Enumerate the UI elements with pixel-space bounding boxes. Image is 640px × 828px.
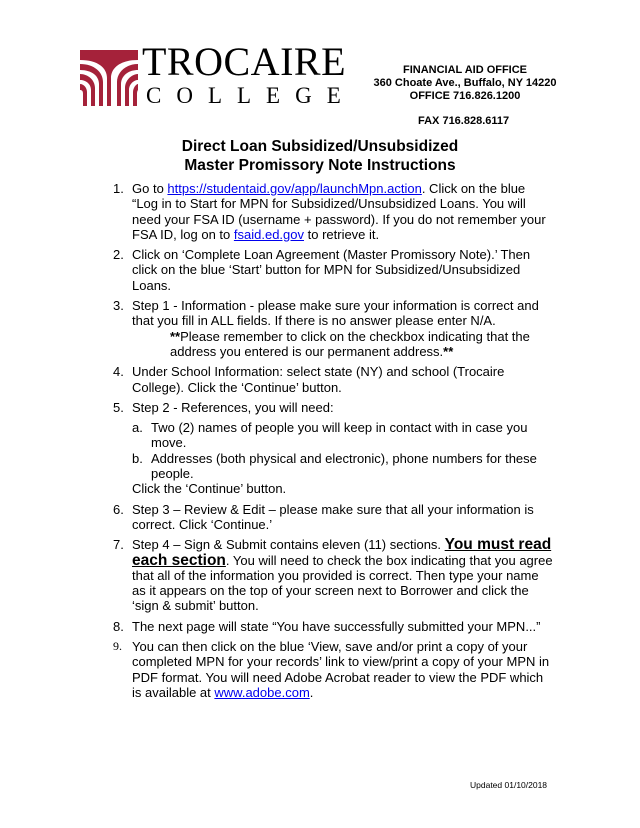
title-line2: Master Promissory Note Instructions — [184, 157, 456, 174]
title-line1: Direct Loan Subsidized/Unsubsidized — [181, 138, 459, 155]
office-name: FINANCIAL AID OFFICE — [402, 64, 528, 76]
step-number: 7. — [113, 537, 124, 553]
step-5-sub-b — [113, 451, 553, 482]
step-7 — [113, 537, 553, 613]
college-logo — [80, 39, 356, 108]
step-number: 5. — [113, 399, 124, 415]
step-text: Go to — [132, 181, 168, 196]
step-text: Under School Information: select state (NY) and school (Trocaire College). Click the ‘Continue’ button. — [132, 364, 505, 395]
step-text: . — [309, 684, 314, 700]
step-number: 1. — [113, 181, 124, 196]
step-1 — [113, 181, 553, 242]
step-text: to retrieve it. — [304, 226, 380, 242]
sub-label: b. — [132, 450, 143, 466]
step-3-note — [132, 329, 553, 360]
office-address: 360 Choate Ave., Buffalo, NY 14220 — [373, 77, 557, 89]
step-number: 9. — [113, 639, 122, 654]
adobe-link[interactable]: www.adobe.com — [214, 684, 310, 700]
emphasis-text: You must read each section — [132, 536, 552, 569]
step-number: 4. — [113, 364, 124, 380]
step-number: 2. — [113, 247, 124, 263]
step-text: Step 2 - References, you will need: — [132, 399, 334, 415]
step-text: . Click on the blue “Log in to Start for MPN for Subsidized/Unsubsidized Loans. You will need your FSA ID (username + password). If you do not remember your FSA ID, log on to — [132, 181, 546, 242]
page-title — [0, 137, 640, 175]
step-number: 8. — [113, 618, 124, 634]
note-stars: ** — [443, 343, 454, 359]
step-number: 3. — [113, 298, 124, 314]
step-text: Click the ‘Continue’ button. — [132, 481, 287, 497]
step-text: You can then click on the blue ‘View, save and/or print a copy of your completed MPN for your records’ link to view/print a copy of your MPN in PDF format. You will need Adobe Acrobat reader to view the PDF which is available at — [132, 639, 550, 700]
step-text: Click on ‘Complete Loan Agreement (Master Promissory Note).’ Then click on the blue ‘Start’ button for MPN for Subsidized/Unsubsidized Loans. — [132, 247, 531, 293]
fsaid-link[interactable]: fsaid.ed.gov — [233, 226, 304, 242]
step-5-sub-a — [113, 420, 553, 451]
office-phone: OFFICE 716.826.1200 — [409, 90, 521, 102]
step-6 — [113, 502, 553, 533]
step-text: . You will need to check the box indicating that you agree that all of the information you provided is correct. Then type your name as it appears on the top of your screen next to Borrower and click the ‘sign & submit’ button. — [132, 552, 553, 614]
logo-emblem-icon — [80, 48, 140, 108]
step-8 — [113, 619, 553, 634]
step-2 — [113, 247, 553, 293]
instruction-list — [113, 181, 553, 705]
step-4 — [113, 364, 553, 395]
logo-name-line2: COLLEGE — [146, 83, 356, 108]
step-5 — [113, 400, 553, 415]
logo-name-line1: TROCAIRE — [142, 39, 346, 84]
updated-date: Updated 01/10/2018 — [470, 780, 548, 790]
sub-text: Addresses (both physical and electronic), phone numbers for these people. — [151, 450, 537, 482]
office-contact — [365, 64, 565, 103]
studentaid-link[interactable]: https://studentaid.gov/app/launchMpn.action — [167, 181, 422, 196]
step-number: 6. — [113, 501, 124, 517]
step-text: Step 4 – Sign & Submit contains eleven (11) sections. — [132, 537, 445, 553]
step-9 — [113, 639, 553, 700]
note-text: Please remember to click on the checkbox indicating that the address you entered is our permanent address. — [170, 328, 530, 359]
sub-label: a. — [132, 420, 143, 436]
note-stars: ** — [170, 328, 181, 344]
sub-text: Two (2) names of people you will keep in contact with in case you move. — [151, 420, 528, 451]
step-text: Step 3 – Review & Edit – please make sure that all your information is correct. Click ‘Continue.’ — [132, 501, 534, 532]
step-5-continue — [113, 481, 553, 496]
step-text: Step 1 - Information - please make sure your information is correct and that you fill in ALL fields. If there is no answer please enter N/A. — [132, 298, 539, 329]
step-text: The next page will state “You have successfully submitted your MPN...” — [132, 618, 541, 634]
step-3 — [113, 298, 553, 359]
office-fax: FAX 716.828.6117 — [418, 115, 510, 127]
